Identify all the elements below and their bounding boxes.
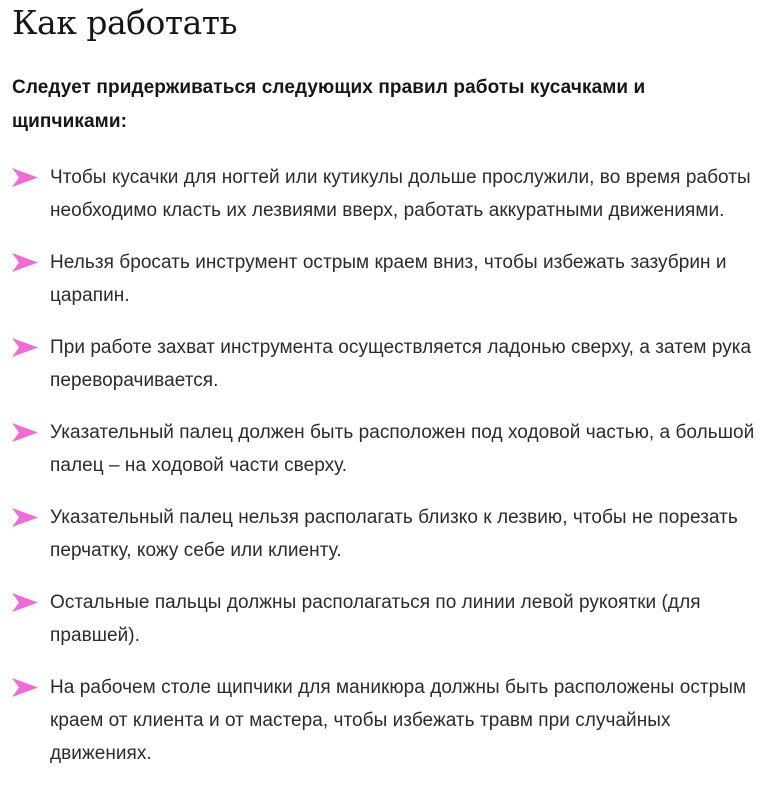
list-item-text: Остальные пальцы должны располагаться по линии левой рукоятки (для правшей). [50, 592, 701, 646]
list-item-text: При работе захват инструмента осуществляется ладонью сверху, а затем рука переворачивается. [50, 337, 752, 391]
pink-arrow-bullet-icon [12, 508, 38, 527]
list-item-text: Указательный палец нельзя располагать близко к лезвию, чтобы не порезать перчатку, кожу себе или клиенту. [50, 507, 738, 561]
list-item-text: На рабочем столе щипчики для маникюра должны быть расположены острым краем от клиента и от мастера, чтобы избежать травм при случайных движениях. [50, 677, 747, 764]
list-item [12, 246, 757, 312]
pink-arrow-bullet-icon [12, 678, 38, 697]
pink-arrow-bullet-icon [12, 338, 38, 357]
list-item-text: Нельзя бросать инструмент острым краем вниз, чтобы избежать зазубрин и царапин. [50, 252, 727, 306]
pink-arrow-bullet-icon [12, 423, 38, 442]
pink-arrow-bullet-icon [12, 253, 38, 272]
list-item-text: Чтобы кусачки для ногтей или кутикулы дольше прослужили, во время работы необходимо класть их лезвиями вверх, работать аккуратными движениями. [50, 167, 751, 221]
list-item [12, 671, 757, 770]
list-item [12, 331, 757, 397]
article [12, 0, 757, 770]
rules-list [12, 161, 757, 770]
intro-paragraph: Следует придерживаться следующих правил работы кусачками и щипчиками: [12, 77, 646, 132]
list-item [12, 416, 757, 482]
list-item [12, 501, 757, 567]
list-item-text: Указательный палец должен быть расположен под ходовой частью, а большой палец – на ходовой части сверху. [50, 422, 755, 476]
page-title: Как работать [12, 3, 238, 42]
pink-arrow-bullet-icon [12, 168, 38, 187]
pink-arrow-bullet-icon [12, 593, 38, 612]
list-item [12, 586, 757, 652]
list-item [12, 161, 757, 227]
